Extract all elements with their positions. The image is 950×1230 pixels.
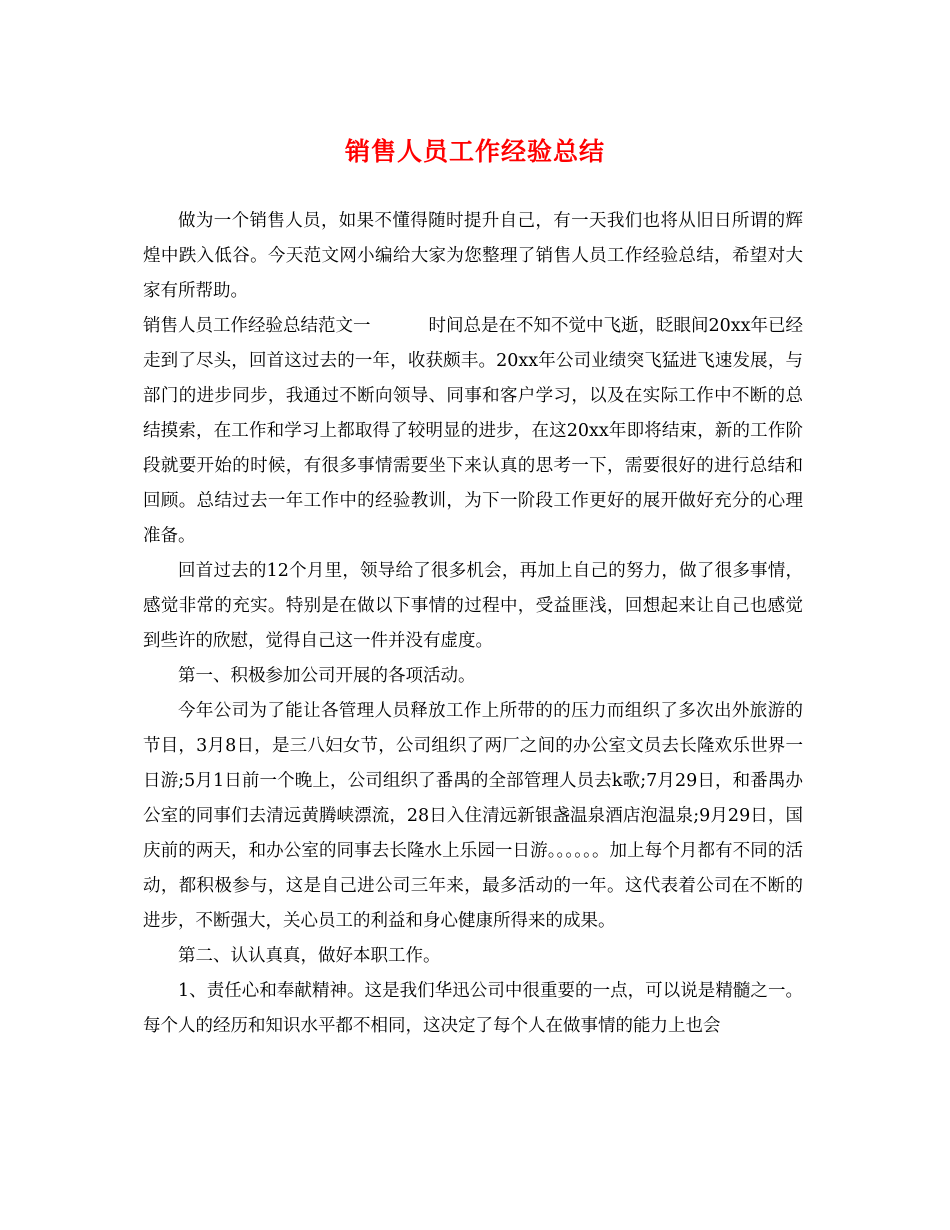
intro-paragraph: 做为一个销售人员，如果不懂得随时提升自己，有一天我们也将从旧日所谓的辉煌中跌入低谷。今天范文网小编给大家为您整理了销售人员工作经验总结，希望对大家有所帮助。 (143, 211, 803, 301)
responsibility-paragraph: 1、责任心和奉献精神。这是我们华迅公司中很重要的一点，可以说是精髓之一。每个人的经历和知识水平都不相同，这决定了每个人在做事情的能力上也会 (143, 981, 803, 1036)
heading-second: 第二、认认真真，做好本职工作。 (178, 946, 441, 966)
section-text: 时间总是在不知不觉中飞逝，眨眼间20xx年已经走到了尽头，回首这过去的一年，收获颇丰。20xx年公司业绩突飞猛进飞速发展，与部门的进步同步，我通过不断向领导、同事和客户学习，以及在实际工作中不断的总结摸索，在工作和学习上都取得了较明显的进步，在这20xx年即将结束，新的工作阶段就要开始的时候，有很多事情需要坐下来认真的思考一下，需要很好的进行总结和回顾。总结过去一年工作中的经验教训，为下一阶段工作更好的展开做好充分的心理准备。 (143, 316, 804, 546)
document-title: 销售人员工作经验总结 (344, 137, 605, 166)
heading-first: 第一、积极参加公司开展的各项活动。 (178, 666, 476, 686)
review-paragraph: 回首过去的12个月里，领导给了很多机会，再加上自己的努力，做了很多事情，感觉非常的充实。特别是在做以下事情的过程中，受益匪浅，回想起来让自己也感觉到些许的欣慰，觉得自己这一件并没有虚度。 (143, 561, 803, 651)
section-label: 销售人员工作经验总结范文一 (143, 316, 371, 336)
section-paragraph (143, 309, 803, 554)
activities-paragraph: 今年公司为了能让各管理人员释放工作上所带的的压力而组织了多次出外旅游的节目，3月8日，是三八妇女节，公司组织了两厂之间的办公室文员去长隆欢乐世界一日游;5月1日前一个晚上，公司组织了番禺的全部管理人员去k歌;7月29日，和番禺办公室的同事们去清远黄腾峡漂流，28日入住清远新银盏温泉酒店泡温泉;9月29日，国庆前的两天，和办公室的同事去长隆水上乐园一日游。。。。。。加上每个月都有不同的活动，都积极参与，这是自己进公司三年来，最多活动的一年。这代表着公司在不断的进步，不断强大，关心员工的利益和身心健康所得来的成果。 (143, 701, 803, 931)
document-body (143, 204, 803, 1044)
